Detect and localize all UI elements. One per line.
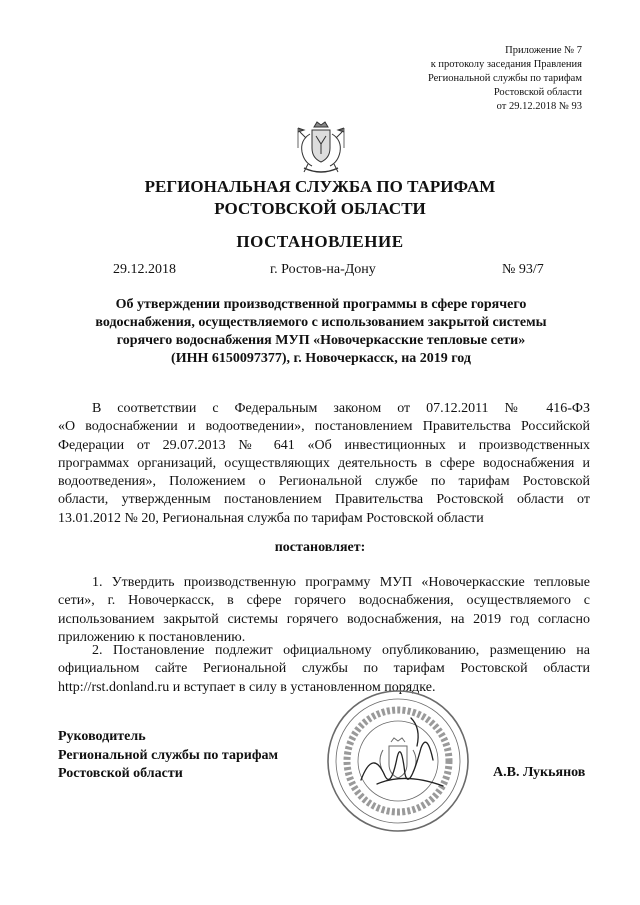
preamble-line: В соответствии с Федеральным законом от 07.12.2011 № 416-ФЗ	[92, 401, 590, 416]
signatory-title	[58, 728, 278, 784]
clause-line: сети», г. Новочеркасск, в сфере горячего водоснабжения, осуществляемого с	[58, 593, 590, 609]
annex-block	[362, 44, 582, 114]
subject-line: водоснабжения, осуществляемого с использованием закрытой системы	[95, 315, 547, 330]
clause-2	[58, 642, 590, 697]
document-date: 29.12.2018	[113, 262, 176, 277]
signatory-title-line: Руководитель	[58, 729, 146, 744]
subject-line: (ИНН 6150097377), г. Новочеркасск, на 2019 год	[171, 351, 471, 366]
annex-line: Региональной службы по тарифам	[427, 73, 582, 84]
official-seal-icon	[325, 688, 471, 834]
annex-line: Приложение № 7	[505, 45, 582, 56]
preamble-line: области, утвержденным постановлением Правительства Ростовской области от	[58, 492, 590, 508]
annex-line: к протоколу заседания Правления	[430, 59, 582, 70]
preamble-line: «О водоснабжении и водоотведении», постановлением Правительства Российской	[58, 419, 590, 435]
clause-line: официальном сайте Региональной службы по тарифам Ростовской области	[58, 661, 590, 677]
coat-of-arms-icon	[290, 118, 352, 180]
preamble-paragraph	[58, 400, 590, 528]
subject-line: Об утверждении производственной программы в сфере горячего	[115, 297, 527, 312]
ruling-word: постановляет:	[274, 540, 366, 555]
preamble-line: водоотведения», Положением о Региональной службе по тарифам Ростовской	[58, 474, 590, 490]
document-number: № 93/7	[502, 262, 544, 277]
clause-line: приложению к постановлению.	[58, 629, 246, 645]
clause-line: http://rst.donland.ru и вступает в силу в установленном порядке.	[58, 679, 436, 695]
signatory-title-line: Ростовской области	[58, 766, 183, 781]
clause-line: 1. Утвердить производственную программу МУП «Новочеркасские тепловые	[92, 575, 590, 590]
document-type-title: ПОСТАНОВЛЕНИЕ	[236, 232, 404, 251]
signatory-title-line: Региональной службы по тарифам	[58, 747, 279, 763]
subject-line: горячего водоснабжения МУП «Новочеркасские тепловые сети»	[116, 333, 526, 348]
annex-line: Ростовской области	[493, 87, 582, 98]
preamble-line: программах организаций, осуществляющих деятельность в сфере водоснабжения и	[58, 455, 590, 471]
preamble-line: Федерации от 29.07.2013 № 641 «Об инвестиционных и производственных	[58, 437, 590, 453]
clause-1	[58, 574, 590, 647]
document-place: г. Ростов-на-Дону	[270, 262, 376, 277]
document-subject	[92, 296, 550, 368]
org-name-line2: РОСТОВСКОЙ ОБЛАСТИ	[214, 199, 426, 218]
annex-line: от 29.12.2018 № 93	[496, 101, 582, 112]
clause-line: использованием закрытой системы горячего водоснабжения, на 2019 год согласно	[58, 611, 590, 627]
preamble-line: 13.01.2012 № 20, Региональная служба по тарифам Ростовской области	[58, 510, 484, 526]
signatory-name: А.В. Лукьянов	[493, 765, 586, 780]
org-name-line1: РЕГИОНАЛЬНАЯ СЛУЖБА ПО ТАРИФАМ	[144, 177, 496, 196]
clause-line: 2. Постановление подлежит официальному опубликованию, размещению на	[92, 643, 590, 658]
